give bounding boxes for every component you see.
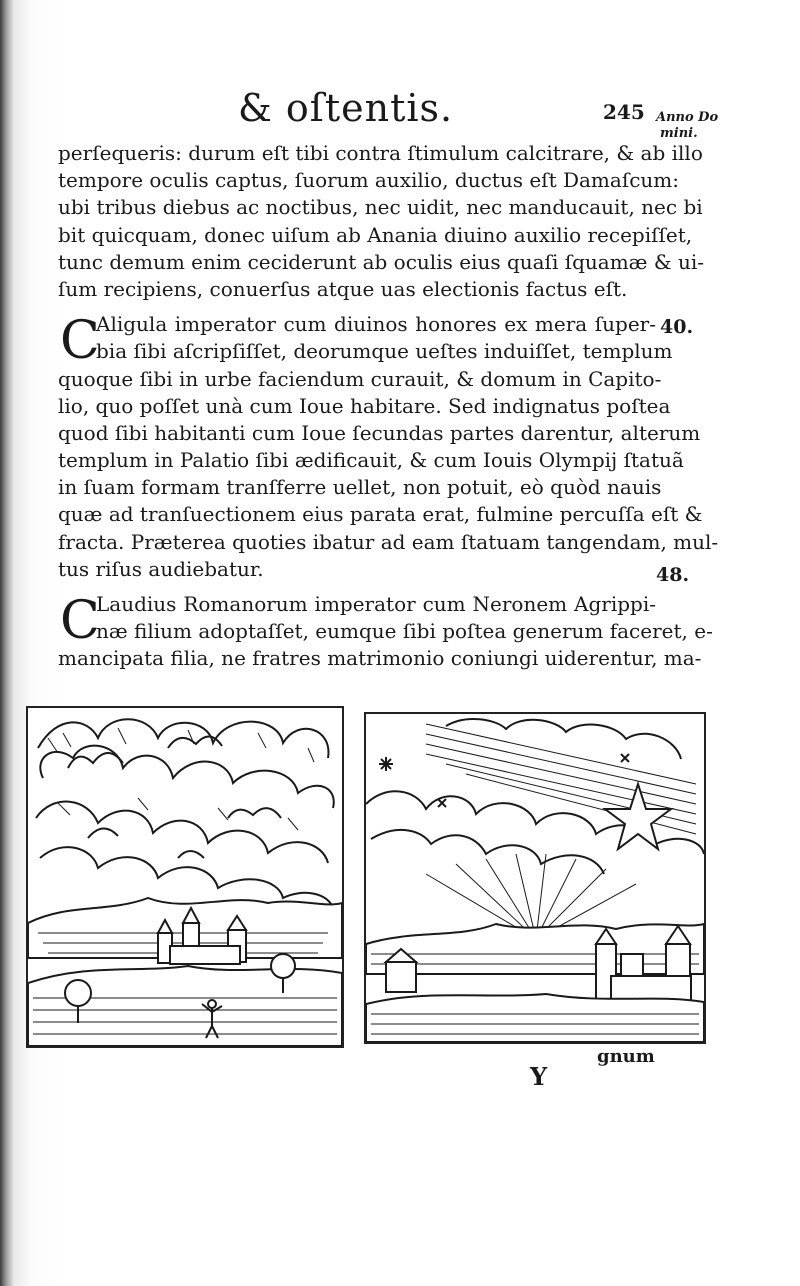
running-title: & oſtentis.: [238, 86, 454, 130]
year-margin-note: [656, 110, 776, 142]
text-line: quod ſibi habitanti cum Ioue ſecundas partes darentur, alterum: [58, 420, 701, 445]
paragraph-claudius: [58, 591, 713, 673]
storm-woodcut-graphic: [28, 708, 342, 1046]
paragraph-saul: [58, 140, 705, 303]
text-line: quæ ad tranſuectionem eius parata erat, fulmine percuſſa eſt &: [58, 502, 703, 527]
page-number: 245: [603, 100, 645, 124]
woodcut-storm-illustration: [26, 706, 344, 1048]
margin-year-48: 48.: [656, 564, 690, 586]
drop-cap: C: [60, 311, 100, 372]
text-line: fracta. Præterea quoties ibatur ad eam ſtatuam tangendam, mul-: [58, 529, 719, 554]
catchword: gnum: [597, 1046, 655, 1067]
text-line: tus riſus audiebatur.: [58, 556, 264, 581]
year-note-line-1: Anno Do: [656, 110, 719, 125]
signature-mark: Y: [530, 1062, 548, 1091]
text-line: perſequeris: durum eſt tibi contra ſtimulum calcitrare, & ab illo: [58, 141, 703, 165]
drop-cap: C: [60, 591, 100, 651]
text-line: bit quicquam, donec uiſum ab Anania diuino auxilio recepiſſet,: [58, 222, 693, 247]
comet-woodcut-graphic: [366, 714, 704, 1042]
text-line: mancipata filia, ne fratres matrimonio coniungi uiderentur, ma-: [58, 646, 702, 671]
text-line: ubi tribus diebus ac noctibus, nec uidit, nec manducauit, nec bi: [58, 195, 703, 220]
woodcut-comet-illustration: [364, 712, 706, 1044]
text-line: Laudius Romanorum imperator cum Neronem Agrippi-: [96, 592, 656, 616]
text-line: ſum recipiens, conuerſus atque uas electionis factus eſt.: [58, 276, 628, 301]
text-line: lio, quo poſſet unà cum Ioue habitare. Sed indignatus poſtea: [58, 393, 671, 418]
text-line: bia ſibi aſcripſiſſet, deorumque ueſtes induiſſet, templum: [96, 339, 673, 364]
text-line: in ſuam formam tranſferre uellet, non potuit, eò quòd nauis: [58, 475, 662, 500]
text-line: quoque ſibi in urbe faciendum curauit, & domum in Capito-: [58, 366, 662, 391]
text-line: tempore oculis captus, ſuorum auxilio, ductus eſt Damaſcum:: [58, 168, 680, 193]
text-line: næ filium adoptaſſet, eumque ſibi poſtea generum faceret, e-: [96, 619, 713, 644]
margin-year-40: 40.: [660, 316, 694, 338]
text-line: templum in Palatio ſibi ædificauit, & cum Iouis Olympij ſtatuã: [58, 448, 684, 473]
year-note-line-2: mini.: [660, 126, 698, 141]
text-line: Aligula imperator cum diuinos honores ex mera ſuper-: [96, 312, 656, 337]
text-line: tunc demum enim ceciderunt ab oculis eius quaſi ſquamæ & ui-: [58, 249, 705, 274]
